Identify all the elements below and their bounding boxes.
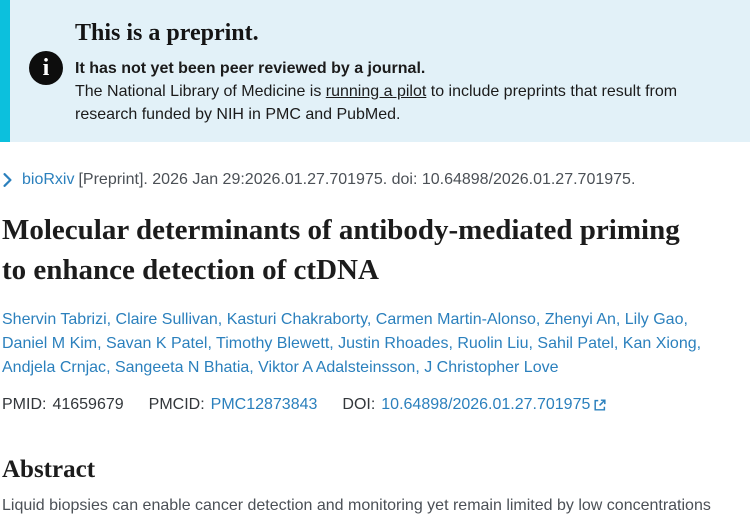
author-separator: , (217, 310, 227, 328)
author-separator: , (613, 334, 623, 352)
author-link[interactable]: J Christopher Love (424, 358, 559, 376)
author-separator: , (106, 310, 116, 328)
banner-body-prefix: The National Library of Medicine is (75, 82, 326, 100)
banner-subheading: It has not yet been peer reviewed by a journal. (75, 59, 426, 77)
pmid-group (2, 395, 124, 415)
pmcid-group (149, 395, 318, 415)
pmid-value: 41659679 (52, 395, 124, 413)
running-a-pilot-link[interactable]: running a pilot (325, 82, 427, 100)
citation-line (2, 170, 750, 190)
author-link[interactable]: Ruolin Liu (457, 334, 529, 352)
author-link[interactable]: Shervin Tabrizi (2, 310, 107, 328)
author-separator: , (683, 310, 688, 328)
author-separator: , (249, 358, 259, 376)
banner-body (75, 80, 707, 126)
banner-body-suffix: to include preprints that result from research funded by NIH in PMC and PubMed. (75, 82, 678, 123)
author-separator: , (106, 358, 115, 376)
author-separator: , (415, 358, 425, 376)
author-link[interactable]: Kasturi Chakraborty (226, 310, 367, 328)
pmcid-label: PMCID: (148, 395, 205, 413)
author-link[interactable]: Sangeeta N Bhatia (114, 358, 250, 376)
pmid-label: PMID: (2, 395, 47, 413)
author-separator: , (528, 334, 538, 352)
author-link[interactable]: Carmen Martin-Alonso (375, 310, 536, 328)
citation-details: [Preprint]. 2026 Jan 29:2026.01.27.701975. doi: 10.64898/2026.01.27.701975. (78, 170, 636, 188)
preprint-banner (0, 0, 750, 142)
author-separator: , (448, 334, 458, 352)
chevron-right-icon[interactable] (2, 173, 13, 187)
author-link[interactable]: Kan Xiong (622, 334, 697, 352)
author-separator: , (615, 310, 625, 328)
author-separator: , (207, 334, 217, 352)
identifiers-row (2, 395, 750, 415)
author-separator: , (97, 334, 107, 352)
author-link[interactable]: Andjela Crnjac (2, 358, 107, 376)
author-link[interactable]: Savan K Patel (106, 334, 208, 352)
author-link[interactable]: Timothy Blewett (216, 334, 330, 352)
author-link[interactable]: Justin Rhoades (338, 334, 449, 352)
doi-group (342, 395, 607, 415)
abstract-first-line: Liquid biopsies can enable cancer detection and monitoring yet remain limited by low concentrations (2, 496, 711, 514)
author-link[interactable]: Sahil Patel (537, 334, 614, 352)
author-separator: , (329, 334, 339, 352)
page-title: Molecular determinants of antibody-mediated priming to enhance detection of ctDNA (2, 213, 680, 286)
author-link[interactable]: Viktor A Adalsteinsson (258, 358, 416, 376)
doi-label: DOI: (342, 395, 376, 413)
author-separator: , (696, 334, 702, 352)
author-separator: , (535, 310, 545, 328)
author-separator: , (366, 310, 376, 328)
doi-link[interactable]: 10.64898/2026.01.27.701975 (381, 395, 591, 413)
pmcid-link[interactable]: PMC12873843 (210, 395, 318, 413)
author-link[interactable]: Lily Gao (624, 310, 684, 328)
banner-heading: This is a preprint. (75, 20, 259, 46)
author-link[interactable]: Claire Sullivan (115, 310, 218, 328)
authors-list (2, 308, 734, 380)
journal-link[interactable]: bioRxiv (22, 170, 75, 188)
info-icon: i (29, 51, 63, 85)
abstract-heading: Abstract (2, 455, 96, 483)
author-link[interactable]: Daniel M Kim (2, 334, 98, 352)
author-link[interactable]: Zhenyi An (544, 310, 616, 328)
external-link-icon[interactable] (593, 398, 607, 412)
